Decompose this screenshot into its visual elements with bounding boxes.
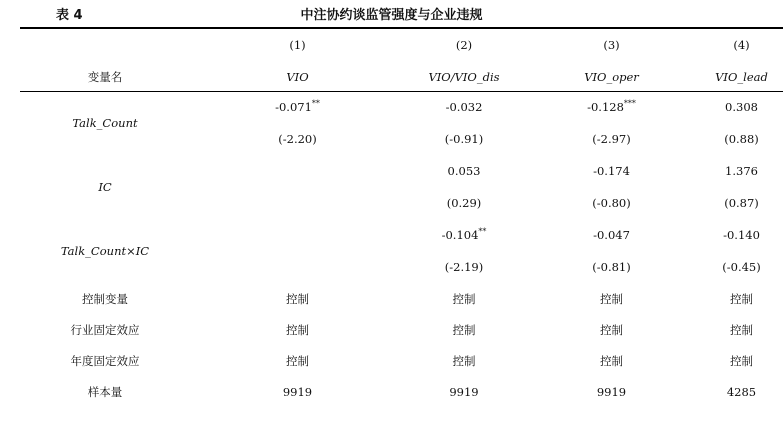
t-stat-cell: (0.87) — [724, 196, 759, 210]
stat-cell: 控制 — [600, 322, 623, 337]
dependent-variable: VIO_lead — [715, 69, 768, 84]
stub-header: 变量名 — [87, 69, 123, 84]
t-stat-cell: (-0.91) — [444, 132, 484, 146]
column-number: (2) — [455, 38, 473, 52]
coefficient-cell — [190, 219, 405, 251]
column-number: (1) — [289, 38, 306, 52]
row-label: 控制变量 — [82, 291, 128, 306]
dependent-variable-row — [20, 62, 783, 91]
significance-stars: ** — [478, 227, 487, 236]
row-label: 行业固定效应 — [70, 322, 140, 337]
dependent-variable: VIO_oper — [584, 69, 639, 84]
stat-cell: 控制 — [452, 322, 476, 337]
coefficient-cell: -0.071** — [275, 99, 320, 114]
t-stat-cell: (-2.19) — [444, 260, 484, 274]
row-label: 样本量 — [87, 384, 123, 399]
regression-table — [20, 28, 783, 407]
dependent-variable: VIO — [286, 69, 309, 84]
coefficient-cell: -0.174 — [593, 164, 630, 178]
year-fe-row — [20, 345, 783, 376]
coefficient-row — [20, 219, 783, 251]
column-number: (3) — [603, 38, 620, 52]
table-number: 表 4 — [56, 8, 83, 23]
row-label: 年度固定效应 — [70, 353, 140, 368]
stat-cell: 控制 — [452, 353, 476, 368]
table-caption — [0, 4, 783, 24]
sample-size-row — [20, 376, 783, 407]
coefficient-cell — [190, 155, 405, 187]
stat-cell: 控制 — [730, 322, 753, 337]
coefficient-cell: -0.104** — [441, 227, 487, 242]
stat-cell: 9919 — [282, 384, 313, 399]
stat-cell: 控制 — [730, 291, 753, 306]
stat-cell: 9919 — [449, 384, 479, 399]
coefficient-row — [20, 91, 783, 123]
coefficient-cell: -0.032 — [445, 100, 483, 114]
control-variables-row — [20, 283, 783, 314]
coefficient-cell: 0.308 — [725, 100, 758, 114]
t-stat-cell: (-2.97) — [592, 132, 631, 146]
t-stat-cell: (-0.81) — [592, 260, 631, 274]
t-stat-cell — [190, 187, 405, 219]
stat-cell: 控制 — [600, 353, 623, 368]
industry-fe-row — [20, 314, 783, 345]
variable-name: Talk_Count×IC — [60, 244, 150, 258]
coefficient-cell: -0.047 — [593, 228, 630, 242]
t-stat-cell: (0.88) — [724, 132, 759, 146]
coefficient-cell: 1.376 — [725, 164, 758, 178]
stat-cell: 控制 — [286, 322, 309, 337]
coefficient-cell: 0.053 — [447, 164, 481, 178]
variable-name: Talk_Count — [72, 116, 138, 130]
stat-cell: 控制 — [730, 353, 753, 368]
coefficient-row — [20, 155, 783, 187]
stat-cell: 4285 — [726, 384, 757, 399]
t-stat-cell: (-2.20) — [278, 132, 317, 146]
t-stat-cell: (-0.80) — [592, 196, 631, 210]
coefficient-cell: -0.140 — [723, 228, 760, 242]
t-stat-cell — [190, 251, 405, 283]
t-stat-cell: (-0.45) — [722, 260, 761, 274]
table-title: 中注协约谈监管强度与企业违规 — [300, 8, 483, 23]
coefficient-cell: -0.128*** — [587, 99, 636, 114]
t-stat-cell: (0.29) — [446, 196, 482, 210]
column-number: (4) — [733, 38, 750, 52]
stat-cell: 9919 — [596, 384, 627, 399]
significance-stars: *** — [623, 99, 636, 108]
stat-cell: 控制 — [452, 291, 476, 306]
stat-cell: 控制 — [286, 291, 309, 306]
significance-stars: ** — [311, 99, 320, 108]
dependent-variable: VIO/VIO_dis — [428, 69, 500, 84]
stat-cell: 控制 — [600, 291, 623, 306]
variable-name: IC — [98, 180, 112, 194]
column-number-row — [20, 28, 783, 62]
stat-cell: 控制 — [286, 353, 309, 368]
